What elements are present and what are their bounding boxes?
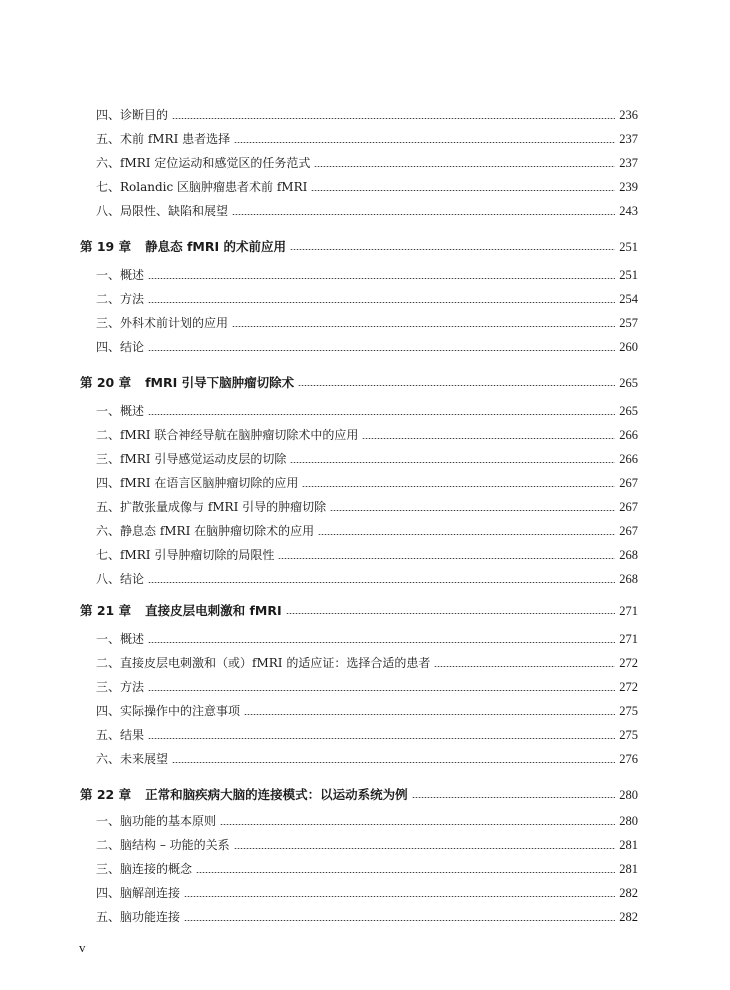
toc-entry[interactable] — [80, 627, 638, 647]
toc-entry-title: 一、脑功能的基本原则 — [96, 814, 217, 828]
toc-entry-title: 二、fMRI 联合神经导航在脑肿瘤切除术中的应用 — [96, 428, 359, 442]
dot-leader — [232, 326, 615, 327]
toc-entry[interactable] — [80, 151, 638, 171]
dot-leader — [314, 166, 615, 167]
toc-entry-page: 272 — [619, 680, 638, 694]
toc-entry[interactable] — [80, 699, 638, 719]
toc-entry-title: 八、局限性、缺陷和展望 — [96, 204, 229, 218]
toc-entry-title: 五、结果 — [96, 728, 145, 742]
dot-leader — [290, 249, 615, 250]
dot-leader — [286, 613, 616, 614]
dot-leader — [148, 278, 615, 279]
toc-entry-page: 275 — [619, 704, 638, 718]
toc-entry[interactable] — [80, 881, 638, 901]
dot-leader — [302, 486, 615, 487]
toc-chapter[interactable] — [80, 235, 638, 255]
toc-entry[interactable] — [80, 199, 638, 219]
chapter-title: fMRI 引导下脑肿瘤切除术 — [145, 375, 295, 390]
toc-entry-page: 276 — [619, 752, 638, 766]
toc-entry[interactable] — [80, 399, 638, 419]
toc-entry[interactable] — [80, 127, 638, 147]
dot-leader — [412, 797, 616, 798]
toc-entry-title: 四、fMRI 在语言区脑肿瘤切除的应用 — [96, 476, 299, 490]
toc-entry-page: 257 — [619, 316, 638, 330]
toc-entry-page: 260 — [619, 340, 638, 354]
dot-leader — [244, 714, 615, 715]
toc-entry-title: 一、概述 — [96, 404, 145, 418]
toc-entry[interactable] — [80, 287, 638, 307]
toc-chapter[interactable] — [80, 371, 638, 391]
dot-leader — [232, 214, 615, 215]
toc-entry-page: 271 — [619, 632, 638, 646]
toc-entry-page: 267 — [619, 476, 638, 490]
toc-entry-title: 二、方法 — [96, 292, 145, 306]
dot-leader — [278, 558, 615, 559]
chapter-page: 265 — [619, 376, 638, 390]
toc-entry-title: 六、fMRI 定位运动和感觉区的任务范式 — [96, 156, 311, 170]
chapter-number: 第 19 章 — [80, 239, 132, 254]
dot-leader — [234, 848, 616, 849]
chapter-number: 第 20 章 — [80, 375, 132, 390]
toc-entry[interactable] — [80, 809, 638, 829]
dot-leader — [290, 462, 615, 463]
toc-entry-title: 六、静息态 fMRI 在脑肿瘤切除术的应用 — [96, 524, 315, 538]
toc-entry-page: 243 — [619, 204, 638, 218]
dot-leader — [184, 920, 615, 921]
dot-leader — [148, 302, 615, 303]
toc-entry-page: 282 — [619, 910, 638, 924]
toc-entry[interactable] — [80, 175, 638, 195]
dot-leader — [184, 896, 615, 897]
chapter-title: 静息态 fMRI 的术前应用 — [145, 239, 286, 254]
toc-entry-page: 281 — [619, 862, 638, 876]
chapter-page: 251 — [619, 240, 638, 254]
toc-entry[interactable] — [80, 471, 638, 491]
toc-entry-page: 254 — [619, 292, 638, 306]
chapter-page: 271 — [619, 604, 638, 618]
toc-entry-title: 三、脑连接的概念 — [96, 862, 193, 876]
dot-leader — [362, 438, 615, 439]
toc-entry-page: 237 — [619, 156, 638, 170]
toc-entry[interactable] — [80, 311, 638, 331]
toc-entry-title: 七、Rolandic 区脑肿瘤患者术前 fMRI — [96, 180, 308, 194]
dot-leader — [148, 414, 615, 415]
chapter-number: 第 21 章 — [80, 603, 132, 618]
toc-entry-page: 268 — [619, 572, 638, 586]
dot-leader — [298, 385, 615, 386]
toc-entry-page: 275 — [619, 728, 638, 742]
toc-entry-page: 282 — [619, 886, 638, 900]
toc-entry[interactable] — [80, 543, 638, 563]
toc-entry[interactable] — [80, 833, 638, 853]
dot-leader — [172, 762, 615, 763]
toc-entry-title: 三、fMRI 引导感觉运动皮层的切除 — [96, 452, 287, 466]
dot-leader — [318, 534, 615, 535]
toc-entry-page: 267 — [619, 524, 638, 538]
toc-entry[interactable] — [80, 519, 638, 539]
dot-leader — [148, 690, 615, 691]
toc-entry-page: 268 — [619, 548, 638, 562]
toc-entry-title: 七、fMRI 引导肿瘤切除的局限性 — [96, 548, 275, 562]
toc-entry-page: 239 — [619, 180, 638, 194]
dot-leader — [148, 582, 615, 583]
dot-leader — [330, 510, 615, 511]
chapter-number: 第 22 章 — [80, 787, 132, 802]
toc-entry[interactable] — [80, 423, 638, 443]
toc-entry[interactable] — [80, 263, 638, 283]
toc-entry[interactable] — [80, 857, 638, 877]
toc-entry-title: 六、未来展望 — [96, 752, 169, 766]
dot-leader — [196, 872, 615, 873]
dot-leader — [220, 824, 615, 825]
dot-leader — [434, 666, 615, 667]
toc-entry-title: 三、方法 — [96, 680, 145, 694]
page-folio: v — [79, 940, 86, 955]
toc-entry[interactable] — [80, 675, 638, 695]
toc-entry-title: 五、术前 fMRI 患者选择 — [96, 132, 231, 146]
toc-entry[interactable] — [80, 723, 638, 743]
toc-entry-title: 一、概述 — [96, 632, 145, 646]
toc-entry-title: 二、脑结构 – 功能的关系 — [96, 838, 230, 852]
toc-entry[interactable] — [80, 447, 638, 467]
toc-entry[interactable] — [80, 651, 638, 671]
toc-entry[interactable] — [80, 335, 638, 355]
dot-leader — [148, 738, 615, 739]
dot-leader — [148, 642, 615, 643]
toc-entry-page: 266 — [619, 428, 638, 442]
toc-entry-title: 五、脑功能连接 — [96, 910, 181, 924]
toc-entry-title: 四、结论 — [96, 340, 145, 354]
chapter-title: 正常和脑疾病大脑的连接模式：以运动系统为例 — [145, 787, 408, 802]
toc-entry[interactable] — [80, 905, 638, 925]
toc-entry-title: 三、外科术前计划的应用 — [96, 316, 229, 330]
dot-leader — [234, 142, 615, 143]
toc-entry[interactable] — [80, 103, 638, 123]
dot-leader — [172, 118, 615, 119]
toc-chapter[interactable] — [80, 599, 638, 619]
toc-entry-title: 一、概述 — [96, 268, 145, 282]
toc-entry-page: 266 — [619, 452, 638, 466]
toc-entry-page: 281 — [619, 838, 638, 852]
dot-leader — [148, 350, 615, 351]
toc-entry-page: 265 — [619, 404, 638, 418]
chapter-page: 280 — [619, 788, 638, 802]
toc-entry-title: 二、直接皮层电刺激和（或）fMRI 的适应证：选择合适的患者 — [96, 656, 431, 670]
toc-entry-page: 267 — [619, 500, 638, 514]
toc-entry[interactable] — [80, 567, 638, 587]
toc-entry-page: 236 — [619, 108, 638, 122]
toc-entry[interactable] — [80, 495, 638, 515]
toc-entry-page: 272 — [619, 656, 638, 670]
toc-entry-title: 八、结论 — [96, 572, 145, 586]
toc-entry-page: 251 — [619, 268, 638, 282]
chapter-title: 直接皮层电刺激和 fMRI — [145, 603, 282, 618]
dot-leader — [311, 190, 615, 191]
toc-entry-title: 五、扩散张量成像与 fMRI 引导的肿瘤切除 — [96, 500, 327, 514]
toc-entry-title: 四、脑解剖连接 — [96, 886, 181, 900]
toc-entry-title: 四、诊断目的 — [96, 108, 169, 122]
toc-entry-page: 237 — [619, 132, 638, 146]
toc-entry[interactable] — [80, 747, 638, 767]
toc-entry-page: 280 — [619, 814, 638, 828]
toc-entry-title: 四、实际操作中的注意事项 — [96, 704, 241, 718]
toc-chapter[interactable] — [80, 783, 638, 803]
